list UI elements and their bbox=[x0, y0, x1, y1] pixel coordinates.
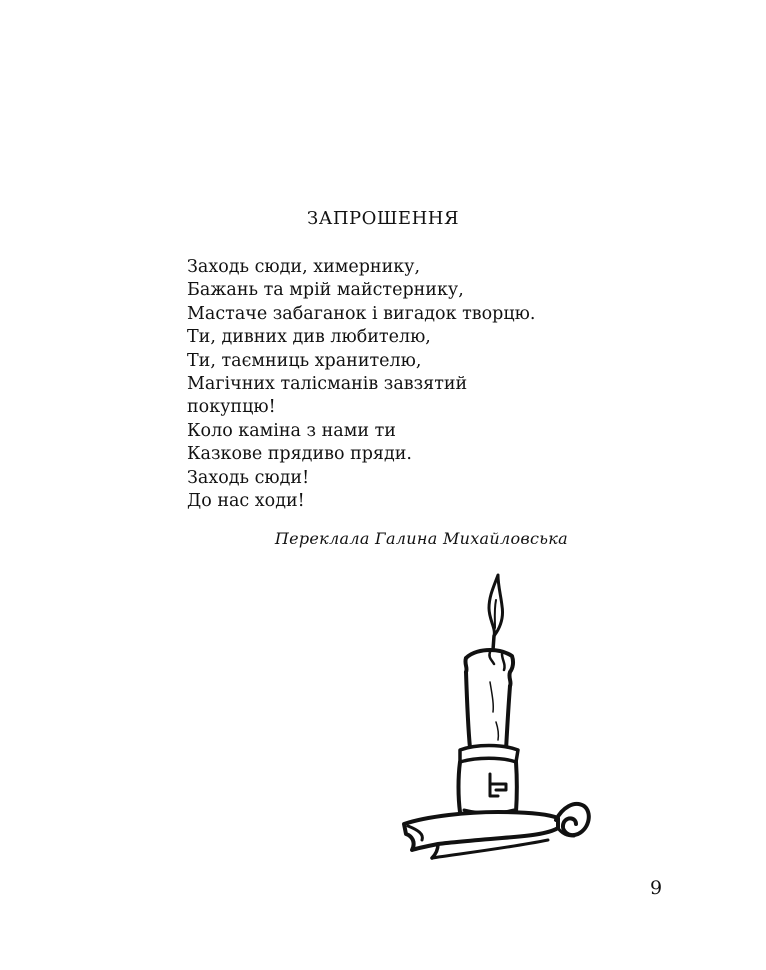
poem-line: покупцю! bbox=[187, 397, 276, 418]
poem-line: Коло каміна з нами ти bbox=[187, 420, 396, 441]
poem-line: Заходь сюди! bbox=[187, 467, 310, 488]
candle-icon bbox=[398, 572, 593, 862]
poem-body bbox=[187, 256, 607, 513]
poem-line: Заходь сюди, химернику, bbox=[187, 257, 421, 277]
poem-line: Бажань та мрій майстернику, bbox=[187, 280, 464, 301]
poem-line: Ти, дивних див любителю, bbox=[187, 327, 431, 348]
page-number: 9 bbox=[650, 877, 663, 899]
poem-line: Казкове прядиво пряди. bbox=[187, 444, 412, 465]
poem-line: Магічних талісманів завзятий bbox=[187, 374, 468, 395]
poem-title: ЗАПРОШЕННЯ bbox=[306, 208, 460, 229]
candle-illustration bbox=[398, 572, 593, 862]
poem-line: Мастаче забаганок і вигадок творцю. bbox=[187, 303, 536, 324]
poem-line: Ти, таємниць хранителю, bbox=[187, 350, 422, 371]
translator-credit: Переклала Галина Михайловська bbox=[274, 529, 568, 548]
poem-line: До нас ходи! bbox=[187, 491, 305, 512]
